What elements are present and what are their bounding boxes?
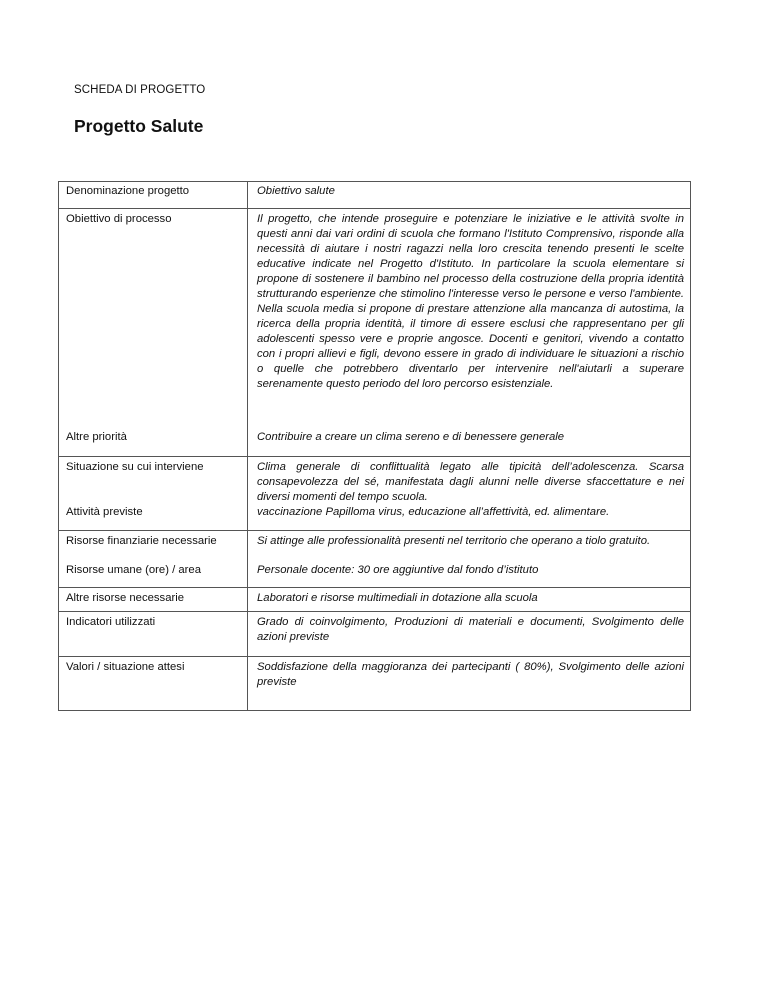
row-value: Laboratori e risorse multimediali in dotazione alla scuola [248,587,691,611]
row-value: Clima generale di conflittualità legato alle tipicità dell’adolescenza. Scarsa consapevolezza del sé, manifestata dagli alunni nelle diverse sfaccettature e nei diversi momenti del tempo scuola. [248,457,691,506]
table-row-valori [59,656,691,710]
row-value: Soddisfazione della maggioranza dei partecipanti ( 80%), Svolgimento delle azioni previste [248,656,691,710]
row-label: Obiettivo di processo [59,209,248,430]
table-row-altre-priorita [59,430,691,457]
row-label: Valori / situazione attesi [59,656,248,710]
row-value: Grado di coinvolgimento, Produzioni di materiali e documenti, Svolgimento delle azioni previste [248,611,691,656]
table-row-obiettivo-processo [59,209,691,430]
row-value: Il progetto, che intende proseguire e potenziare le iniziative e le attività svolte in questi anni dai vari ordini di scuola che formano l'Istituto Comprensivo, risponde alla necessità di aiutare i nostri ragazzi nella loro crescita tenendo presenti le scelte educative indicate nel Progetto d'Istituto. In particolare la scuola elementare si propone di sostenere il bambino nel processo della costruzione della propria identità strutturando esperienze che stimolino l'interesse verso le persone e verso l'ambiente. Nella scuola media si propone di prestare attenzione alla mancanza di autostima, la ricerca della propria identità, il timore di essere esclusi che rappresentano per gli adolescenti spesso vere e proprie angosce. Docenti e genitori, vivendo a contatto con i propri allievi e figli, devono essere in grado di individuare le situazioni a rischio o quelle che potrebbero diventarlo per intervenire nell'aiutarli a superare serenamente questo periodo del loro percorso esistenziale. [248,209,691,430]
row-label: Indicatori utilizzati [59,611,248,656]
document-title: Progetto Salute [74,116,204,136]
table-row-attivita [59,505,691,530]
row-label: Altre risorse necessarie [59,587,248,611]
row-value: Obiettivo salute [248,182,691,209]
row-value: Contribuire a creare un clima sereno e di benessere generale [248,430,691,457]
row-value: Si attinge alle professionalità presenti nel territorio che operano a tiolo gratuito. [248,530,691,563]
project-table [58,181,691,711]
row-label: Attività previste [59,505,248,530]
row-label: Situazione su cui interviene [59,457,248,506]
table-row-altre-risorse [59,587,691,611]
table-row-risorse-umane [59,563,691,587]
row-label: Risorse umane (ore) / area [59,563,248,587]
row-value: Personale docente: 30 ore aggiuntive dal fondo d’istituto [248,563,691,587]
table-row-indicatori [59,611,691,656]
row-value: vaccinazione Papilloma virus, educazione all’affettività, ed. alimentare. [248,505,691,530]
table-row-situazione [59,457,691,506]
row-label: Risorse finanziarie necessarie [59,530,248,563]
document-kicker: SCHEDA DI PROGETTO [74,84,206,96]
table-row-denominazione [59,182,691,209]
row-label: Denominazione progetto [59,182,248,209]
table-row-risorse-finanziarie [59,530,691,563]
row-label: Altre priorità [59,430,248,457]
